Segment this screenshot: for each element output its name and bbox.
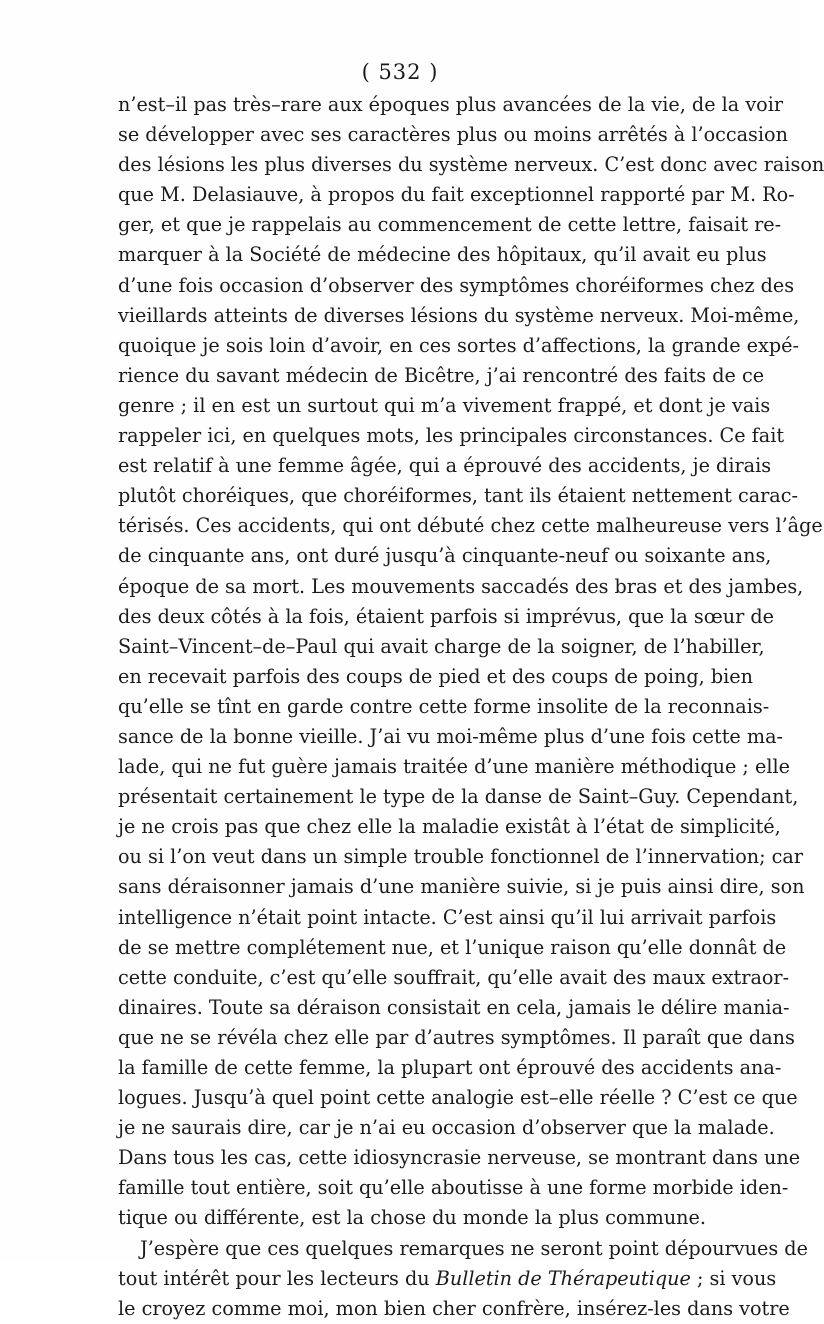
text-line <box>118 481 798 511</box>
text-line <box>118 903 777 933</box>
text-line <box>118 120 788 150</box>
text-line-content: tout intérêt pour les lecteurs du <box>118 1266 436 1290</box>
text-line-content: dinaires. Toute sa déraison consistait en cela, jamais le délire mania- <box>118 995 790 1019</box>
text-line <box>118 782 799 812</box>
text-line-content: des lésions les plus diverses du système nerveux. C’est donc avec raison <box>118 153 824 177</box>
text-line <box>118 872 805 902</box>
text-line-content: J’espère que ces quelques remarques ne seront point dépourvues de <box>140 1236 808 1260</box>
text-line <box>118 1234 808 1264</box>
italic-title: Bulletin de Thérapeutique <box>435 1266 691 1290</box>
text-line <box>118 361 765 391</box>
text-line-content: époque de sa mort. Les mouvements saccadés des bras et des jambes, <box>118 574 804 598</box>
text-line-content: Dans tous les cas, cette idiosyncrasie nerveuse, se montrant dans une <box>118 1146 801 1170</box>
text-line <box>118 842 804 872</box>
text-line <box>118 1053 782 1083</box>
text-line <box>118 722 783 752</box>
text-line <box>118 1294 790 1324</box>
text-line-content: famille tout entière, soit qu’elle aboutisse à une forme morbide iden- <box>118 1176 789 1200</box>
text-line <box>118 150 824 180</box>
text-line-content: lade, qui ne fut guère jamais traitée d’une manière méthodique ; elle <box>118 755 790 779</box>
text-line-content: n’est–il pas très–rare aux époques plus avancées de la vie, de la voir <box>118 93 784 116</box>
text-line <box>118 210 782 240</box>
text-line <box>118 752 790 782</box>
text-line <box>118 1113 775 1143</box>
text-line <box>118 963 790 993</box>
text-line-content: qu’elle se tînt en garde contre cette forme insolite de la reconnais- <box>118 694 770 718</box>
text-line <box>118 993 790 1023</box>
text-line-content: que ne se révéla chez elle par d’autres symptômes. Il paraît que dans <box>118 1025 795 1049</box>
text-line-content: la famille de cette femme, la plupart ont éprouvé des accidents ana- <box>118 1056 782 1079</box>
body-text <box>118 90 824 1324</box>
text-line <box>118 391 771 421</box>
text-line <box>118 1143 801 1173</box>
text-line <box>118 240 767 270</box>
text-line <box>118 632 765 662</box>
text-line-content: sans déraisonner jamais d’une manière suivie, si je puis ainsi dire, son <box>118 875 805 899</box>
text-line <box>118 301 800 331</box>
text-line <box>118 511 823 541</box>
text-line <box>118 90 784 120</box>
text-line-content: marquer à la Société de médecine des hôpitaux, qu’il avait eu plus <box>118 243 767 267</box>
text-line-content: plutôt choréiques, que choréiformes, tant ils étaient nettement carac- <box>118 484 798 508</box>
text-line-content: présentait certainement le type de la danse de Saint–Guy. Cependant, <box>118 785 799 809</box>
text-line-content: je ne crois pas que chez elle la maladie existât à l’état de simplicité, <box>118 815 781 839</box>
text-line <box>118 421 785 451</box>
text-line-content: ger, et que je rappelais au commencement de cette lettre, faisait re- <box>118 213 782 237</box>
text-line-content: d’une fois occasion d’observer des symptômes choréiformes chez des <box>118 273 795 297</box>
text-line-content: cette conduite, c’est qu’elle souffrait, qu’elle avait des maux extraor- <box>118 965 790 989</box>
text-line <box>118 933 787 963</box>
text-line <box>118 541 772 571</box>
text-line-content: ou si l’on veut dans un simple trouble fonctionnel de l’innervation; car <box>118 845 804 869</box>
text-line-content: se développer avec ses caractères plus ou moins arrêtés à l’occasion <box>118 123 788 147</box>
text-line-content: intelligence n’était point intacte. C’est ainsi qu’il lui arrivait parfois <box>118 905 777 929</box>
text-line <box>118 662 753 692</box>
text-line <box>118 602 774 632</box>
text-line <box>118 331 799 361</box>
page-number: ( 532 ) <box>361 60 439 84</box>
text-line <box>118 271 795 301</box>
text-line-content: rience du savant médecin de Bicêtre, j’ai rencontré des faits de ce <box>118 363 765 387</box>
text-line-content: est relatif à une femme âgée, qui a éprouvé des accidents, je dirais <box>118 454 772 478</box>
text-line <box>118 812 781 842</box>
text-line-content: de se mettre complétement nue, et l’unique raison qu’elle donnât de <box>118 935 787 959</box>
text-line <box>118 1203 706 1233</box>
text-line-content: Saint–Vincent–de–Paul qui avait charge de la soigner, de l’habiller, <box>118 634 765 658</box>
text-line-content: de cinquante ans, ont duré jusqu’à cinquante-neuf ou soixante ans, <box>118 544 772 568</box>
text-line-content: des deux côtés à la fois, étaient parfois si imprévus, que la sœur de <box>118 604 774 628</box>
text-line-content: tique ou différente, est la chose du monde la plus commune. <box>118 1206 706 1230</box>
text-line <box>118 572 804 602</box>
text-line-content: quoique je sois loin d’avoir, en ces sortes d’affections, la grande expé- <box>118 333 799 357</box>
text-line-content: que M. Delasiauve, à propos du fait exceptionnel rapporté par M. Ro- <box>118 183 795 207</box>
text-line-content: en recevait parfois des coups de pied et des coups de poing, bien <box>118 664 753 688</box>
text-line <box>118 1083 798 1113</box>
text-line-content: sance de la bonne vieille. J’ai vu moi-même plus d’une fois cette ma- <box>118 724 783 748</box>
text-line-content: logues. Jusqu’à quel point cette analogie est–elle réelle ? C’est ce que <box>118 1086 798 1110</box>
text-line-content: rappeler ici, en quelques mots, les principales circonstances. Ce fait <box>118 424 785 448</box>
text-line-content: le croyez comme moi, mon bien cher confrère, insérez-les dans votre <box>118 1296 790 1320</box>
text-line <box>118 1023 795 1053</box>
text-line-content: vieillards atteints de diverses lésions du système nerveux. Moi-même, <box>118 303 800 327</box>
text-line <box>118 692 770 722</box>
text-line <box>118 451 772 481</box>
text-line <box>118 180 795 210</box>
text-line <box>118 1264 777 1294</box>
text-line-content: genre ; il en est un surtout qui m’a vivement frappé, et dont je vais <box>118 393 771 417</box>
text-line-content: je ne saurais dire, car je n’ai eu occasion d’observer que la malade. <box>118 1116 775 1140</box>
text-line-content: térisés. Ces accidents, qui ont débuté chez cette malheureuse vers l’âge <box>118 514 823 538</box>
text-line-continuation: ; si vous <box>690 1266 777 1290</box>
text-line <box>118 1173 789 1203</box>
